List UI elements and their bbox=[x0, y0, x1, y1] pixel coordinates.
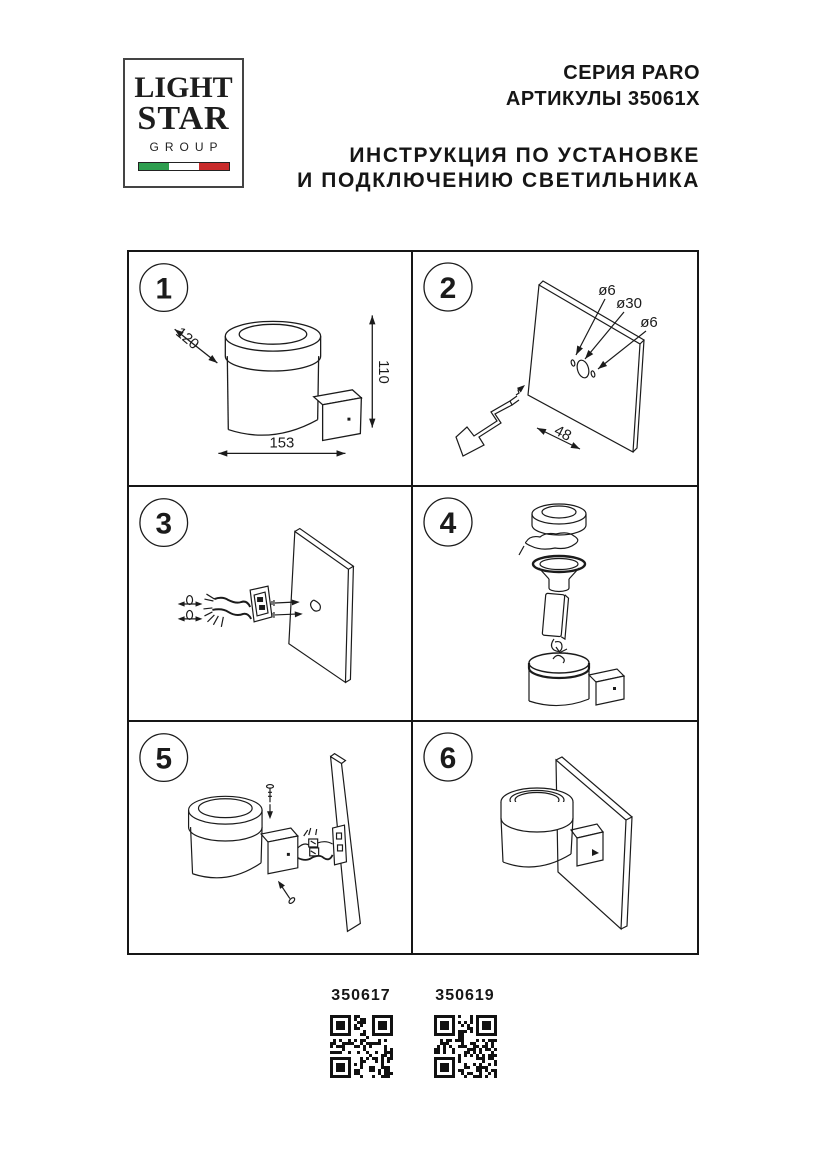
qr-item-left bbox=[330, 987, 393, 1078]
articles-title: АРТИКУЛЫ 35061X bbox=[505, 88, 700, 110]
flag-red-segment bbox=[199, 163, 229, 170]
instruction-steps-grid bbox=[127, 250, 699, 955]
hole-label-left: ø6 bbox=[598, 282, 616, 299]
qr-codes-section bbox=[0, 987, 826, 1078]
step-6-cell bbox=[413, 722, 697, 955]
italian-flag-stripe bbox=[138, 162, 230, 171]
document-header bbox=[297, 60, 700, 193]
qr-code bbox=[434, 1015, 497, 1078]
instruction-title bbox=[297, 143, 700, 193]
step-3-number: 3 bbox=[155, 507, 173, 541]
qr-article-label: 350619 bbox=[435, 987, 495, 1004]
step-1-cell bbox=[129, 252, 413, 487]
qr-article-label: 350617 bbox=[331, 987, 391, 1004]
hole-label-right: ø6 bbox=[640, 314, 658, 331]
step-4-number: 4 bbox=[439, 507, 457, 540]
step-2-cell bbox=[413, 252, 697, 487]
step-5-number: 5 bbox=[155, 742, 173, 776]
dim-label-height: 110 bbox=[375, 360, 392, 384]
step-6-diagram-finished-installation bbox=[413, 722, 697, 955]
step-5-cell bbox=[129, 722, 413, 955]
logo-word-light: LIGHT bbox=[134, 71, 233, 104]
hole-label-center: ø30 bbox=[616, 295, 642, 312]
lightstar-logo bbox=[123, 58, 244, 188]
step-4-diagram-exploded-view bbox=[413, 487, 697, 720]
logo-word-star: STAR bbox=[137, 100, 230, 137]
qr-code bbox=[330, 1015, 393, 1078]
dim-label-depth: 120 bbox=[172, 324, 202, 354]
step-1-number: 1 bbox=[155, 272, 173, 306]
dim-label-offset: 48 bbox=[551, 422, 575, 445]
step-4-cell bbox=[413, 487, 697, 722]
step-3-diagram-mount-bracket bbox=[129, 487, 411, 720]
step-2-diagram-drill-wall bbox=[413, 252, 697, 485]
step-1-diagram-fixture-dimensions bbox=[129, 252, 411, 485]
series-title: СЕРИЯ PARO bbox=[563, 62, 700, 84]
qr-item-right bbox=[434, 987, 497, 1078]
step-5-diagram-connect-wires bbox=[129, 722, 411, 955]
flag-white-segment bbox=[169, 163, 199, 170]
flag-green-segment bbox=[139, 163, 169, 170]
step-3-cell bbox=[129, 487, 413, 722]
dim-label-width: 153 bbox=[269, 435, 295, 452]
step-2-number: 2 bbox=[439, 272, 457, 305]
step-6-number: 6 bbox=[439, 742, 457, 775]
instruction-title-line1: ИНСТРУКЦИЯ ПО УСТАНОВКЕ bbox=[349, 144, 700, 167]
instruction-title-line2: И ПОДКЛЮЧЕНИЮ СВЕТИЛЬНИКА bbox=[297, 169, 700, 192]
logo-word-group: GROUP bbox=[149, 140, 224, 154]
